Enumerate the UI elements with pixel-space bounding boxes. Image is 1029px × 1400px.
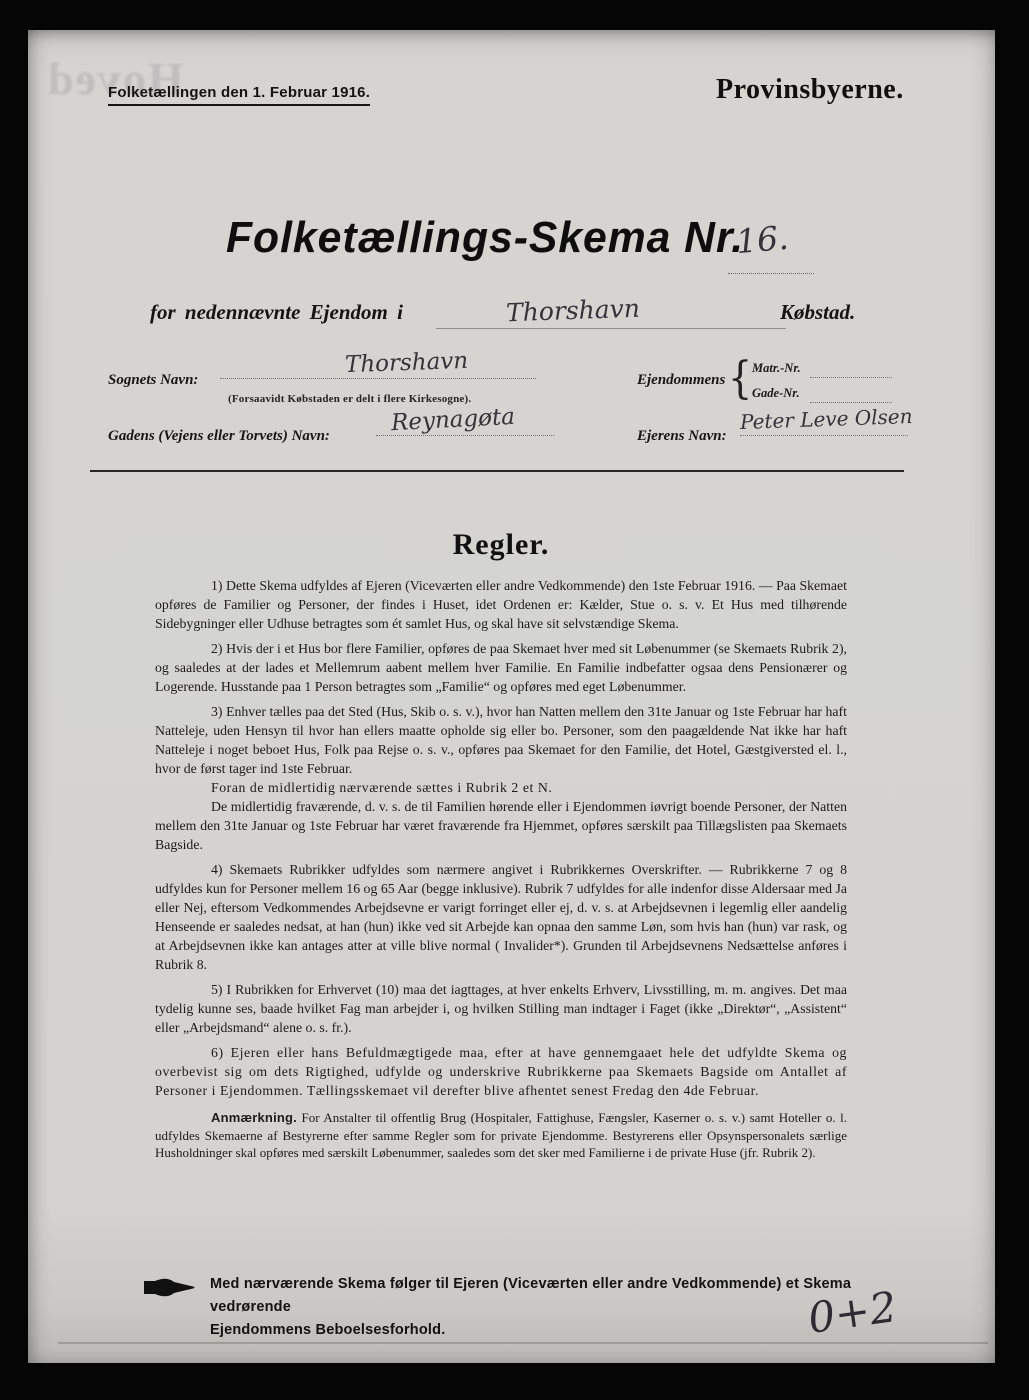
census-form-page [28, 30, 995, 1363]
rule-paragraph-1: 1) Dette Skema udfyldes af Ejeren (Viceværten eller andre Vedkommende) den 1ste Februar 1916. — Paa Skemaet opføres de Familier og Personer, der findes i Huset, idet Ordenen er: Kælder, Stue o. s. v. Et Hus med tilhørende Sidebygninger eller Udhuse betragtes som ét samlet Hus, og skal have sit selvstændige Skema. [155, 578, 847, 631]
street-name-label: Gadens (Vejens eller Torvets) Navn: [108, 428, 330, 444]
matr-nr-label: Matr.-Nr. [752, 361, 801, 375]
rule-paragraph-2: 2) Hvis der i et Hus bor flere Familier, opføres de paa Skemaet hver med sit Løbenummer (se Skemaets Rubrik 2), og saaledes at der lades et Mellemrum aabent mellem hver Familie. En Familie indbefatter ogsaa dens Pensionærer og Logerende. Husstande paa 1 Person betragtes som „Familie“ og opføres med eget Løbenummer. [155, 641, 847, 694]
subtitle-suffix: Købstad. [780, 300, 856, 324]
remark-text: For Anstalter til offentlig Brug (Hospitaler, Fattighuse, Fængsler, Kaserner o. s. v.) samt Hoteller o. l. udfyldes Skemaerne af Bestyrerne efter samme Regler som for private Ejendomme. Bestyrerens eller Opsynspersonalets særlige Husholdninger skal opføres med særskilt Løbenummer, saaledes som det sker med Familierne i de private Huse (jfr. Rubrik 2). [155, 1110, 847, 1160]
region-header: Provinsbyerne. [716, 74, 904, 105]
footer-note [210, 1273, 874, 1342]
owner-name-label: Ejerens Navn: [637, 428, 727, 444]
manicule-icon [144, 1276, 196, 1303]
town-handwritten: Thorshavn [505, 293, 641, 328]
rules-heading: Regler. [452, 528, 550, 561]
bleedthrough-watermark: Hoved [46, 53, 184, 104]
matr-nr-fill-line [810, 357, 892, 378]
property-label: Ejendommens [637, 372, 726, 388]
subtitle-prefix: for nedennævnte Ejendom i [150, 300, 403, 324]
parish-caption: (Forsaavidt Købstaden er delt i flere Kirkesogne). [228, 393, 472, 405]
parish-fill-line [220, 347, 536, 379]
rules-section [155, 528, 847, 1162]
rule-paragraph-5: 5) I Rubrikken for Erhvervet (10) maa det iagttages, at hver enkelts Erhverv, Livsstilling, m. m. angives. Det maa tydelig kunne ses, baade hvilket Fag man arbejder i, og hvilken Stilling man indtager i Faget (ikke „Direktør“, „Assistent“ eller „Arbejdsmand“ alene o. s. fr.). [155, 982, 847, 1035]
form-number-fill-line [728, 273, 814, 274]
scan-crease-line [58, 1342, 988, 1344]
remark-label: Anmærkning. [211, 1110, 297, 1125]
rule-paragraph-4: 4) Skemaets Rubrikker udfyldes som nærmere angivet i Rubrikkernes Overskrifter. — Rubrikkerne 7 og 8 udfyldes kun for Personer mellem 16 og 65 Aar (begge inklusive). Rubrik 7 udfyldes for alle indenfor disse Aldersaar med Ja eller Nej, eftersom Vedkommendes Arbejdsevne er varigt forringet eller ej, d. v. s. at Arbejdsevnen i legemlig eller aandelig Henseende er saaledes nedsat, at han (hun) ikke ved sit Arbejde kan opnaa den samme Løn, som hvis han (hun) var rask, og at Arbejdsevnen ikke kan antages atter at ville blive normal ( Invalider*). Grunden til Arbejdsevnens Nedsættelse anføres i Rubrik 8. [155, 862, 847, 972]
gade-nr-fill-line [810, 382, 892, 403]
form-number-handwritten: 16. [734, 217, 791, 262]
property-brace: { [728, 352, 753, 404]
form-title: Folketællings-Skema Nr. [226, 213, 745, 262]
remark-paragraph [155, 1109, 847, 1162]
town-fill-line [436, 293, 786, 329]
footer-note-line-1: Med nærværende Skema følger til Ejeren (Viceværten eller andre Vedkommende) et Skema vedrørende [210, 1276, 852, 1315]
gade-nr-label: Gade-Nr. [752, 386, 800, 400]
section-divider-rule [90, 470, 904, 472]
footer-note-line-2: Ejendommens Beboelsesforhold. [210, 1322, 446, 1338]
owner-handwritten: Peter Leve Olsen [739, 403, 913, 435]
street-handwritten: Reynagøta [390, 403, 516, 437]
owner-fill-line [739, 403, 913, 436]
form-series-header: Folketællingen den 1. Februar 1916. [108, 84, 370, 106]
rule-paragraph-3b: De midlertidig fraværende, d. v. s. de til Familien hørende eller i Ejendommen iøvrigt boende Personer, der Natten mellem den 31te Januar og 1ste Februar har været fraværende fra Hjemmet, opføres særskilt paa Tillægslisten paa Skemaets Bagside. [155, 799, 847, 852]
rule-paragraph-6: 6) Ejeren eller hans Befuldmægtigede maa, efter at have gennemgaaet hele det udfyldte Skema og overbevist sig om dets Rigtighed, udfylde og underskrive Rubrikkerne paa Skemaets Bagside om Antallet af Personer i Ejendommen. Tællingsskemaet vil derefter blive afhentet senest Fredag den 4de Februar. [155, 1045, 847, 1098]
parish-handwritten: Thorshavn [344, 347, 469, 379]
rule-paragraph-3a: Foran de midlertidig nærværende sættes i Rubrik 2 et N. [211, 780, 553, 795]
rule-paragraph-3: 3) Enhver tælles paa det Sted (Hus, Skib o. s. v.), hvor han Natten mellem den 31te Januar og 1ste Februar har haft Natteleje, uden Hensyn til hvor han ellers maatte opholde sig eller bo. Personer, som den paagældende Nat ikke har haft Natteleje i noget beboet Hus, Folk paa Rejse o. s. v., opføres paa Skemaet for den Familie, det Hotel, Gæstgiversted el. l., hvor de først tager ind 1ste Februar. [155, 704, 847, 776]
parish-name-label: Sognets Navn: [108, 372, 199, 388]
bottom-right-annotation-handwritten: 0+2 [805, 1282, 900, 1343]
street-fill-line [376, 403, 554, 437]
